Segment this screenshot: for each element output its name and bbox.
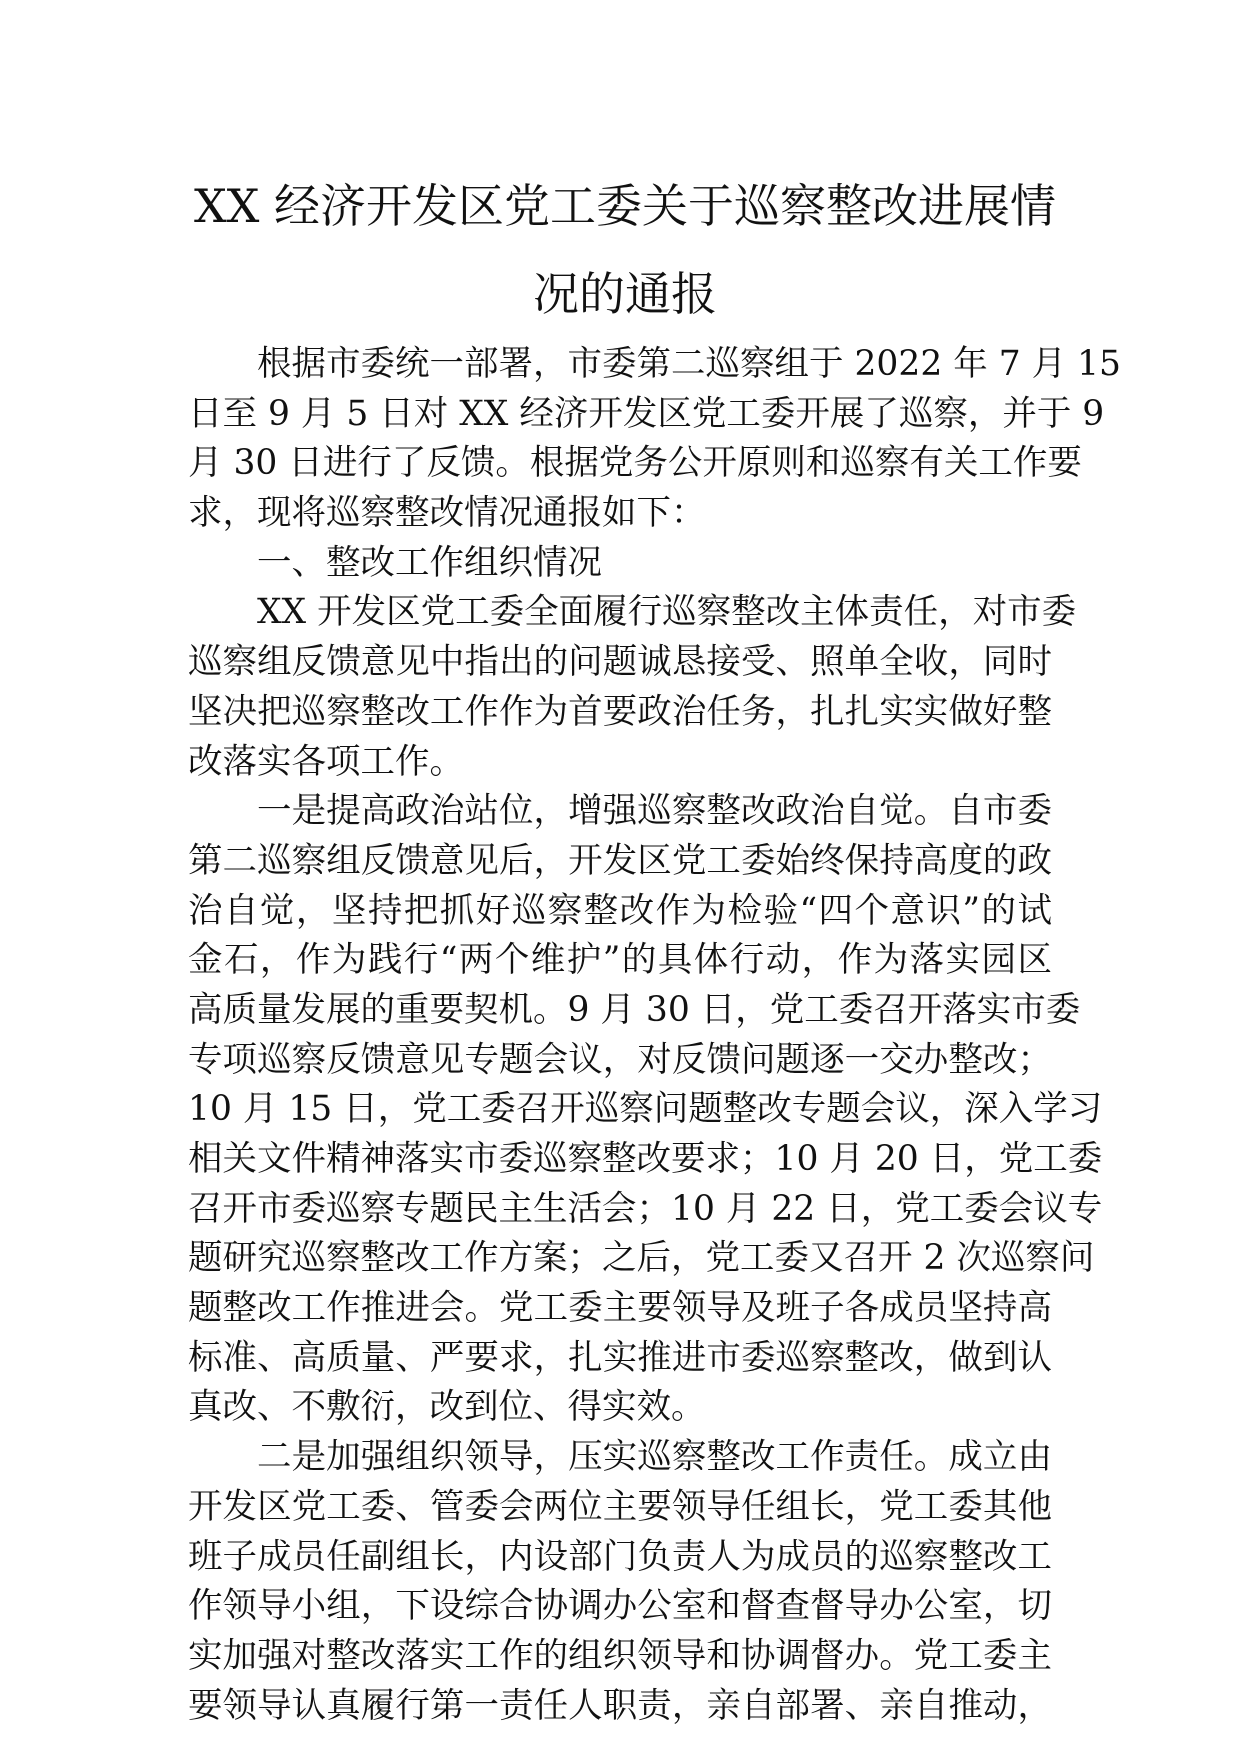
- body-text-line: 题整改工作推进会。党工委主要领导及班子各成员坚持高: [188, 1288, 1052, 1329]
- body-text-line: 第二巡察组反馈意见后，开发区党工委始终保持高度的政: [188, 840, 1052, 881]
- body-text-line: 班子成员任副组长，内设部门负责人为成员的巡察整改工: [188, 1536, 1052, 1577]
- body-text-line: 题研究巡察整改工作方案；之后，党工委又召开 2 次巡察问: [188, 1238, 1095, 1279]
- body-text-line: 实加强对整改落实工作的组织领导和协调督办。党工委主: [188, 1635, 1052, 1676]
- body-text-line: 求，现将巡察整改情况通报如下：: [188, 493, 706, 534]
- body-text-line: 治自觉，坚持把抓好巡察整改作为检验“四个意识”的试: [188, 890, 1052, 931]
- body-text-line: 专项巡察反馈意见专题会议，对反馈问题逐一交办整改；: [188, 1039, 1052, 1080]
- body-text-line: 相关文件精神落实市委巡察整改要求；10 月 20 日，党工委: [188, 1139, 1103, 1179]
- body-text-line: 二是加强组织领导，压实巡察整改工作责任。成立由: [257, 1437, 1052, 1478]
- body-text-line: 巡察组反馈意见中指出的问题诚恳接受、照单全收，同时: [188, 642, 1052, 683]
- body-text-line: 金石，作为践行“两个维护”的具体行动，作为落实园区: [188, 940, 1052, 981]
- document-title-line-1: XX 经济开发区党工委关于巡察整改进展情: [193, 179, 1057, 233]
- body-text-line: 坚决把巡察整改工作作为首要政治任务，扎扎实实做好整: [188, 691, 1052, 732]
- body-text-line: 一是提高政治站位，增强巡察整改政治自觉。自市委: [257, 791, 1052, 832]
- body-text-line: 召开市委巡察专题民主生活会；10 月 22 日，党工委会议专: [188, 1188, 1103, 1229]
- body-text-line: XX 开发区党工委全面履行巡察整改主体责任，对市委: [257, 592, 1077, 633]
- document-body: [188, 340, 1121, 1731]
- body-text-line: 日至 9 月 5 日对 XX 经济开发区党工委开展了巡察，并于 9: [188, 393, 1105, 434]
- body-text-line: 月 30 日进行了反馈。根据党务公开原则和巡察有关工作要: [188, 443, 1082, 484]
- body-text-line: 高质量发展的重要契机。9 月 30 日，党工委召开落实市委: [188, 989, 1081, 1030]
- body-text-line: 10 月 15 日，党工委召开巡察问题整改专题会议，深入学习: [188, 1089, 1103, 1130]
- body-text-line: 标准、高质量、严要求，扎实推进市委巡察整改，做到认: [188, 1337, 1052, 1378]
- body-text-line: 改落实各项工作。: [188, 741, 464, 782]
- body-text-line: 开发区党工委、管委会两位主要领导任组长，党工委其他: [188, 1486, 1052, 1527]
- body-text-line: 作领导小组，下设综合协调办公室和督查督导办公室，切: [188, 1586, 1052, 1627]
- body-text-line: 一、整改工作组织情况: [257, 542, 602, 583]
- body-text-line: 根据市委统一部署，市委第二巡察组于 2022 年 7 月 15: [257, 344, 1121, 384]
- body-text-line: 要领导认真履行第一责任人职责，亲自部署、亲自推动，: [188, 1685, 1052, 1726]
- document-title-line-2: 况的通报: [533, 267, 717, 321]
- body-text-line: 真改、不敷衍，改到位、得实效。: [188, 1387, 706, 1428]
